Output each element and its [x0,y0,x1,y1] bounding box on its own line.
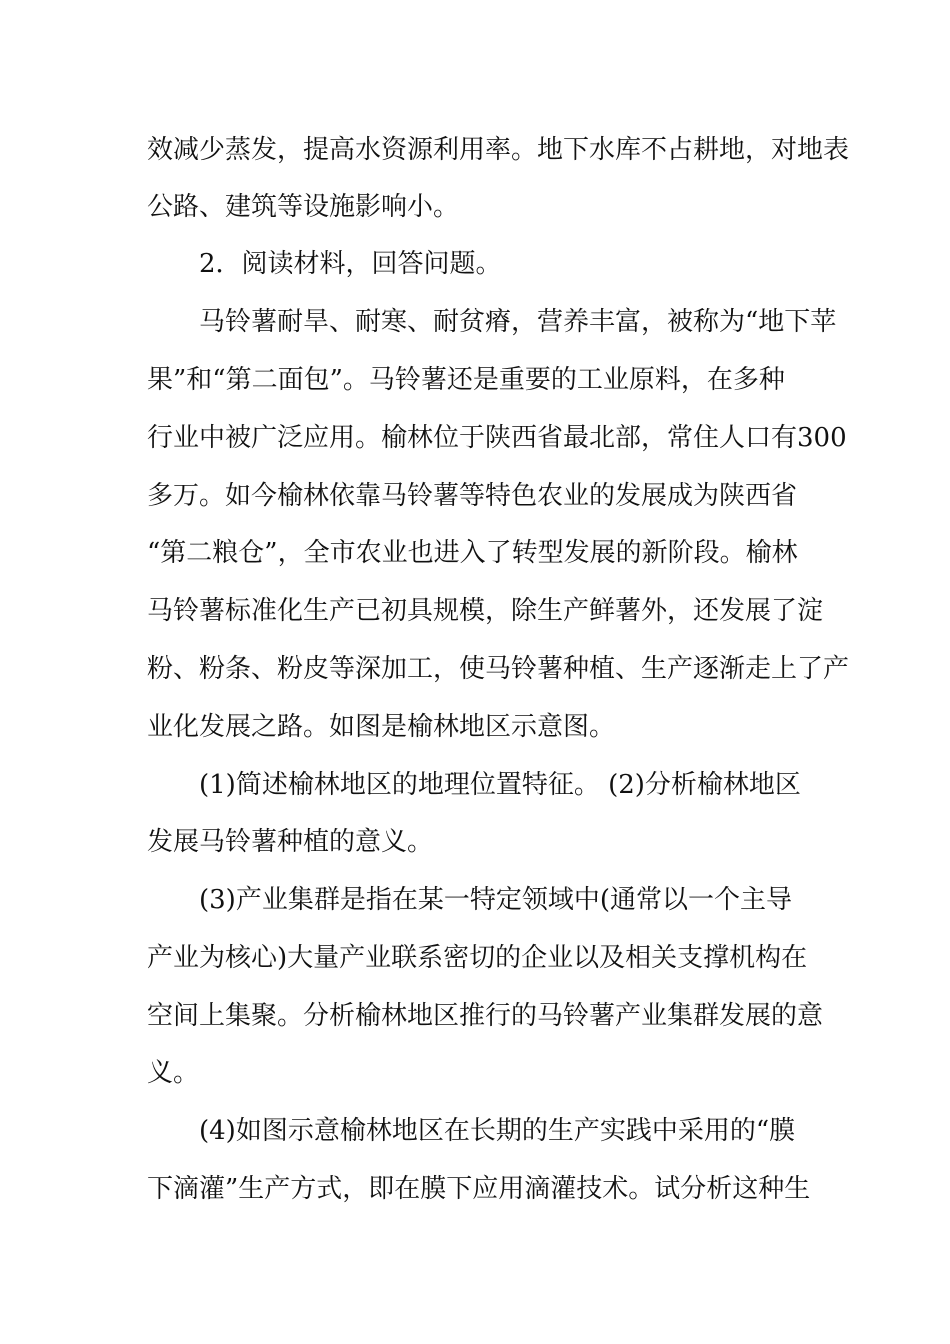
text-line: 粉、粉条、粉皮等深加工，使马铃薯种植、生产逐渐走上了产 [147,654,850,684]
text-line: 产业为核心)大量产业联系密切的企业以及相关支撑机构在 [147,943,808,973]
sub-question: (3)产业集群是指在某一特定领域中(通常以一个主导 [199,885,792,915]
text-line: 下滴灌”生产方式，即在膜下应用滴灌技术。试分析这种生 [147,1174,811,1204]
text-line: “第二粮仓”，全市农业也进入了转型发展的新阶段。榆林 [147,538,798,568]
text-line: 果”和“第二面包”。马铃薯还是重要的工业原料，在多种 [147,365,785,395]
text-line: 公路、建筑等设施影响小。 [147,192,460,222]
text-line: 马铃薯标准化生产已初具规模，除生产鲜薯外，还发展了淀 [147,596,824,626]
text-line: 业化发展之路。如图是榆林地区示意图。 [147,712,616,742]
text-line: 马铃薯耐旱、耐寒、耐贫瘠，营养丰富，被称为“地下苹 [199,307,837,337]
sub-question: (1)简述榆林地区的地理位置特征。 (2)分析榆林地区 [199,770,801,800]
sub-question: (4)如图示意榆林地区在长期的生产实践中采用的“膜 [199,1116,796,1146]
text-line: 发展马铃薯种植的意义。 [147,827,434,857]
text-line: 义。 [147,1058,200,1088]
text-line: 多万。如今榆林依靠马铃薯等特色农业的发展成为陕西省 [147,481,798,511]
text-line: 效减少蒸发，提高水资源利用率。地下水库不占耕地，对地表 [147,135,850,165]
text-line: 行业中被广泛应用。榆林位于陕西省最北部，常住人口有300 [147,423,847,453]
question-heading: 2．阅读材料，回答问题。 [199,249,502,279]
text-line: 空间上集聚。分析榆林地区推行的马铃薯产业集群发展的意 [147,1001,824,1031]
